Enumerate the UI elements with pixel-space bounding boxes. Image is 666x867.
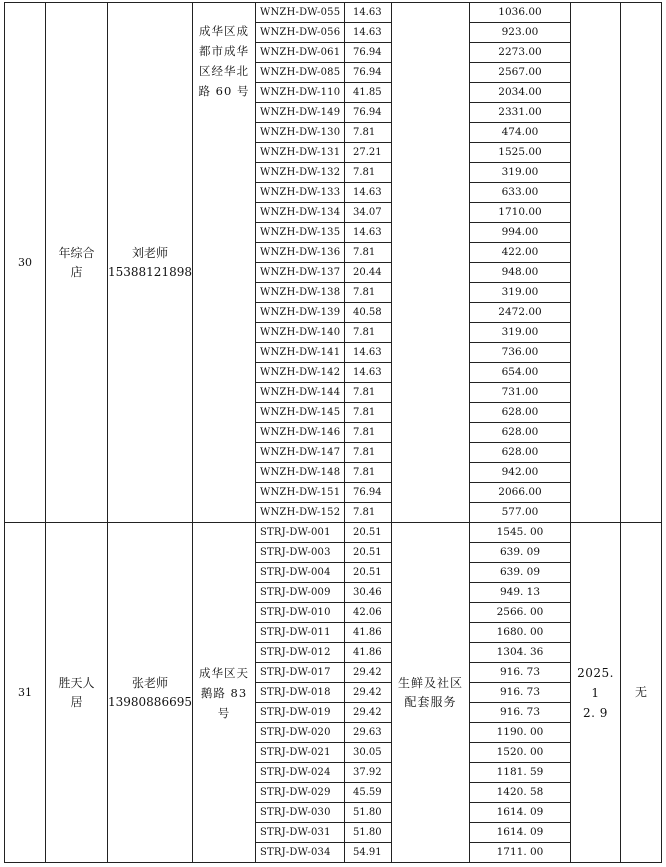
unit-area-cell: 14.63	[345, 183, 392, 203]
unit-rent-cell: 639. 09	[470, 563, 571, 583]
table-body	[5, 3, 662, 863]
unit-area-cell: 30.46	[345, 583, 392, 603]
unit-area-cell: 7.81	[345, 283, 392, 303]
unit-area-cell: 29.42	[345, 703, 392, 723]
unit-area-cell: 41.85	[345, 83, 392, 103]
remark-cell: 无	[621, 523, 662, 863]
unit-area-cell: 27.21	[345, 143, 392, 163]
unit-code-cell: WNZH-DW-137	[256, 263, 345, 283]
unit-area-cell: 76.94	[345, 103, 392, 123]
unit-rent-cell: 2034.00	[470, 83, 571, 103]
address-cell	[193, 523, 256, 863]
unit-area-cell: 7.81	[345, 403, 392, 423]
unit-area-cell: 37.92	[345, 763, 392, 783]
unit-code-cell: WNZH-DW-135	[256, 223, 345, 243]
unit-rent-cell: 1304. 36	[470, 643, 571, 663]
unit-code-cell: WNZH-DW-144	[256, 383, 345, 403]
unit-code-cell: STRJ-DW-011	[256, 623, 345, 643]
date-cell-line: 2025. 1	[577, 665, 614, 700]
unit-code-cell: WNZH-DW-110	[256, 83, 345, 103]
unit-code-cell: WNZH-DW-130	[256, 123, 345, 143]
unit-code-cell: WNZH-DW-056	[256, 23, 345, 43]
unit-rent-cell: 949. 13	[470, 583, 571, 603]
contact-cell-line: 张老师	[131, 675, 168, 690]
unit-code-cell: STRJ-DW-030	[256, 803, 345, 823]
unit-code-cell: WNZH-DW-141	[256, 343, 345, 363]
unit-rent-cell: 1614. 09	[470, 823, 571, 843]
table-row	[5, 3, 662, 23]
unit-rent-cell: 639. 09	[470, 543, 571, 563]
unit-area-cell: 14.63	[345, 223, 392, 243]
group-number-cell: 31	[5, 523, 46, 863]
unit-rent-cell: 1190. 00	[470, 723, 571, 743]
unit-code-cell: WNZH-DW-061	[256, 43, 345, 63]
address-cell-line: 成华区天	[199, 665, 249, 680]
unit-code-cell: STRJ-DW-018	[256, 683, 345, 703]
unit-rent-cell: 1545. 00	[470, 523, 571, 543]
date-cell	[571, 523, 621, 863]
unit-code-cell: WNZH-DW-145	[256, 403, 345, 423]
shop-name-cell-line: 居	[70, 694, 83, 709]
unit-code-cell: WNZH-DW-147	[256, 443, 345, 463]
unit-area-cell: 7.81	[345, 383, 392, 403]
unit-rent-cell: 628.00	[470, 443, 571, 463]
unit-rent-cell: 736.00	[470, 343, 571, 363]
unit-area-cell: 41.86	[345, 623, 392, 643]
unit-code-cell: STRJ-DW-029	[256, 783, 345, 803]
shop-name-cell	[46, 523, 108, 863]
unit-rent-cell: 628.00	[470, 423, 571, 443]
address-cell	[193, 3, 256, 523]
unit-area-cell: 20.51	[345, 563, 392, 583]
unit-rent-cell: 319.00	[470, 323, 571, 343]
unit-rent-cell: 628.00	[470, 403, 571, 423]
address-cell-line: 都市成华	[199, 44, 249, 58]
unit-code-cell: WNZH-DW-139	[256, 303, 345, 323]
unit-area-cell: 7.81	[345, 323, 392, 343]
unit-code-cell: WNZH-DW-142	[256, 363, 345, 383]
unit-area-cell: 7.81	[345, 463, 392, 483]
unit-rent-cell: 731.00	[470, 383, 571, 403]
unit-code-cell: WNZH-DW-140	[256, 323, 345, 343]
unit-rent-cell: 1036.00	[470, 3, 571, 23]
contact-cell-line: 15388121898	[108, 264, 192, 279]
date-cell	[571, 3, 621, 523]
unit-code-cell: STRJ-DW-031	[256, 823, 345, 843]
unit-area-cell: 14.63	[345, 3, 392, 23]
unit-rent-cell: 942.00	[470, 463, 571, 483]
unit-code-cell: STRJ-DW-009	[256, 583, 345, 603]
unit-area-cell: 14.63	[345, 23, 392, 43]
unit-rent-cell: 1181. 59	[470, 763, 571, 783]
unit-rent-cell: 1525.00	[470, 143, 571, 163]
business-type-cell-line: 配套服务	[404, 694, 457, 709]
unit-code-cell: WNZH-DW-131	[256, 143, 345, 163]
unit-code-cell: STRJ-DW-024	[256, 763, 345, 783]
unit-code-cell: STRJ-DW-020	[256, 723, 345, 743]
unit-rent-cell: 633.00	[470, 183, 571, 203]
shop-name-cell	[46, 3, 108, 523]
unit-area-cell: 7.81	[345, 163, 392, 183]
unit-rent-cell: 319.00	[470, 163, 571, 183]
unit-code-cell: WNZH-DW-133	[256, 183, 345, 203]
business-type-cell-line: 生鲜及社区	[397, 675, 463, 690]
unit-rent-cell: 1614. 09	[470, 803, 571, 823]
unit-code-cell: WNZH-DW-152	[256, 503, 345, 523]
date-cell-line: 2. 9	[583, 705, 608, 720]
unit-code-cell: STRJ-DW-004	[256, 563, 345, 583]
unit-rent-cell: 916. 73	[470, 683, 571, 703]
unit-code-cell: WNZH-DW-136	[256, 243, 345, 263]
shop-name-cell-line: 胜天人	[58, 675, 95, 690]
contact-cell	[108, 523, 193, 863]
address-cell-line: 路 60 号	[198, 84, 250, 98]
unit-area-cell: 29.42	[345, 663, 392, 683]
unit-code-cell: WNZH-DW-055	[256, 3, 345, 23]
unit-rent-cell: 2066.00	[470, 483, 571, 503]
unit-rent-cell: 1710.00	[470, 203, 571, 223]
unit-rent-cell: 948.00	[470, 263, 571, 283]
unit-code-cell: WNZH-DW-146	[256, 423, 345, 443]
unit-rent-cell: 1520. 00	[470, 743, 571, 763]
unit-area-cell: 51.80	[345, 803, 392, 823]
unit-area-cell: 20.44	[345, 263, 392, 283]
unit-area-cell: 7.81	[345, 443, 392, 463]
unit-rent-cell: 577.00	[470, 503, 571, 523]
unit-area-cell: 45.59	[345, 783, 392, 803]
unit-area-cell: 14.63	[345, 363, 392, 383]
business-type-cell	[392, 3, 470, 523]
unit-area-cell: 34.07	[345, 203, 392, 223]
shop-name-cell-line: 年综合	[58, 245, 95, 260]
unit-code-cell: STRJ-DW-019	[256, 703, 345, 723]
remark-cell	[621, 3, 662, 523]
unit-code-cell: WNZH-DW-134	[256, 203, 345, 223]
unit-code-cell: STRJ-DW-012	[256, 643, 345, 663]
group-number-cell: 30	[5, 3, 46, 523]
unit-area-cell: 29.63	[345, 723, 392, 743]
unit-rent-cell: 2472.00	[470, 303, 571, 323]
unit-area-cell: 20.51	[345, 543, 392, 563]
shop-name-cell-line: 店	[70, 264, 83, 279]
unit-rent-cell: 923.00	[470, 23, 571, 43]
address-cell-line: 成华区成	[199, 24, 249, 38]
unit-code-cell: WNZH-DW-151	[256, 483, 345, 503]
unit-code-cell: WNZH-DW-149	[256, 103, 345, 123]
unit-code-cell: STRJ-DW-003	[256, 543, 345, 563]
unit-rent-cell: 1420. 58	[470, 783, 571, 803]
unit-area-cell: 76.94	[345, 483, 392, 503]
table-row	[5, 523, 662, 543]
unit-code-cell: STRJ-DW-017	[256, 663, 345, 683]
unit-area-cell: 76.94	[345, 63, 392, 83]
unit-area-cell: 7.81	[345, 243, 392, 263]
unit-code-cell: STRJ-DW-010	[256, 603, 345, 623]
unit-rent-cell: 1680. 00	[470, 623, 571, 643]
contact-cell-line: 刘老师	[131, 245, 168, 260]
business-type-cell	[392, 523, 470, 863]
address-cell-line: 区经华北	[199, 64, 249, 78]
unit-rent-cell: 916. 73	[470, 703, 571, 723]
unit-code-cell: WNZH-DW-085	[256, 63, 345, 83]
shop-units-table	[4, 2, 662, 863]
unit-area-cell: 42.06	[345, 603, 392, 623]
unit-code-cell: STRJ-DW-034	[256, 843, 345, 863]
unit-rent-cell: 2331.00	[470, 103, 571, 123]
unit-rent-cell: 1711. 00	[470, 843, 571, 863]
unit-rent-cell: 916. 73	[470, 663, 571, 683]
unit-code-cell: WNZH-DW-138	[256, 283, 345, 303]
contact-cell	[108, 3, 193, 523]
unit-rent-cell: 2567.00	[470, 63, 571, 83]
unit-area-cell: 40.58	[345, 303, 392, 323]
unit-rent-cell: 2273.00	[470, 43, 571, 63]
unit-area-cell: 51.80	[345, 823, 392, 843]
unit-rent-cell: 2566. 00	[470, 603, 571, 623]
address-cell-line: 鹅路 83 号	[200, 685, 248, 720]
unit-code-cell: WNZH-DW-148	[256, 463, 345, 483]
unit-area-cell: 76.94	[345, 43, 392, 63]
contact-cell-line: 13980886695	[108, 694, 192, 709]
unit-code-cell: STRJ-DW-021	[256, 743, 345, 763]
unit-rent-cell: 654.00	[470, 363, 571, 383]
unit-rent-cell: 474.00	[470, 123, 571, 143]
unit-code-cell: WNZH-DW-132	[256, 163, 345, 183]
unit-rent-cell: 994.00	[470, 223, 571, 243]
unit-area-cell: 20.51	[345, 523, 392, 543]
unit-area-cell: 14.63	[345, 343, 392, 363]
unit-area-cell: 29.42	[345, 683, 392, 703]
unit-area-cell: 41.86	[345, 643, 392, 663]
unit-rent-cell: 319.00	[470, 283, 571, 303]
unit-area-cell: 54.91	[345, 843, 392, 863]
unit-area-cell: 7.81	[345, 503, 392, 523]
unit-area-cell: 7.81	[345, 423, 392, 443]
unit-rent-cell: 422.00	[470, 243, 571, 263]
unit-code-cell: STRJ-DW-001	[256, 523, 345, 543]
unit-area-cell: 7.81	[345, 123, 392, 143]
unit-area-cell: 30.05	[345, 743, 392, 763]
